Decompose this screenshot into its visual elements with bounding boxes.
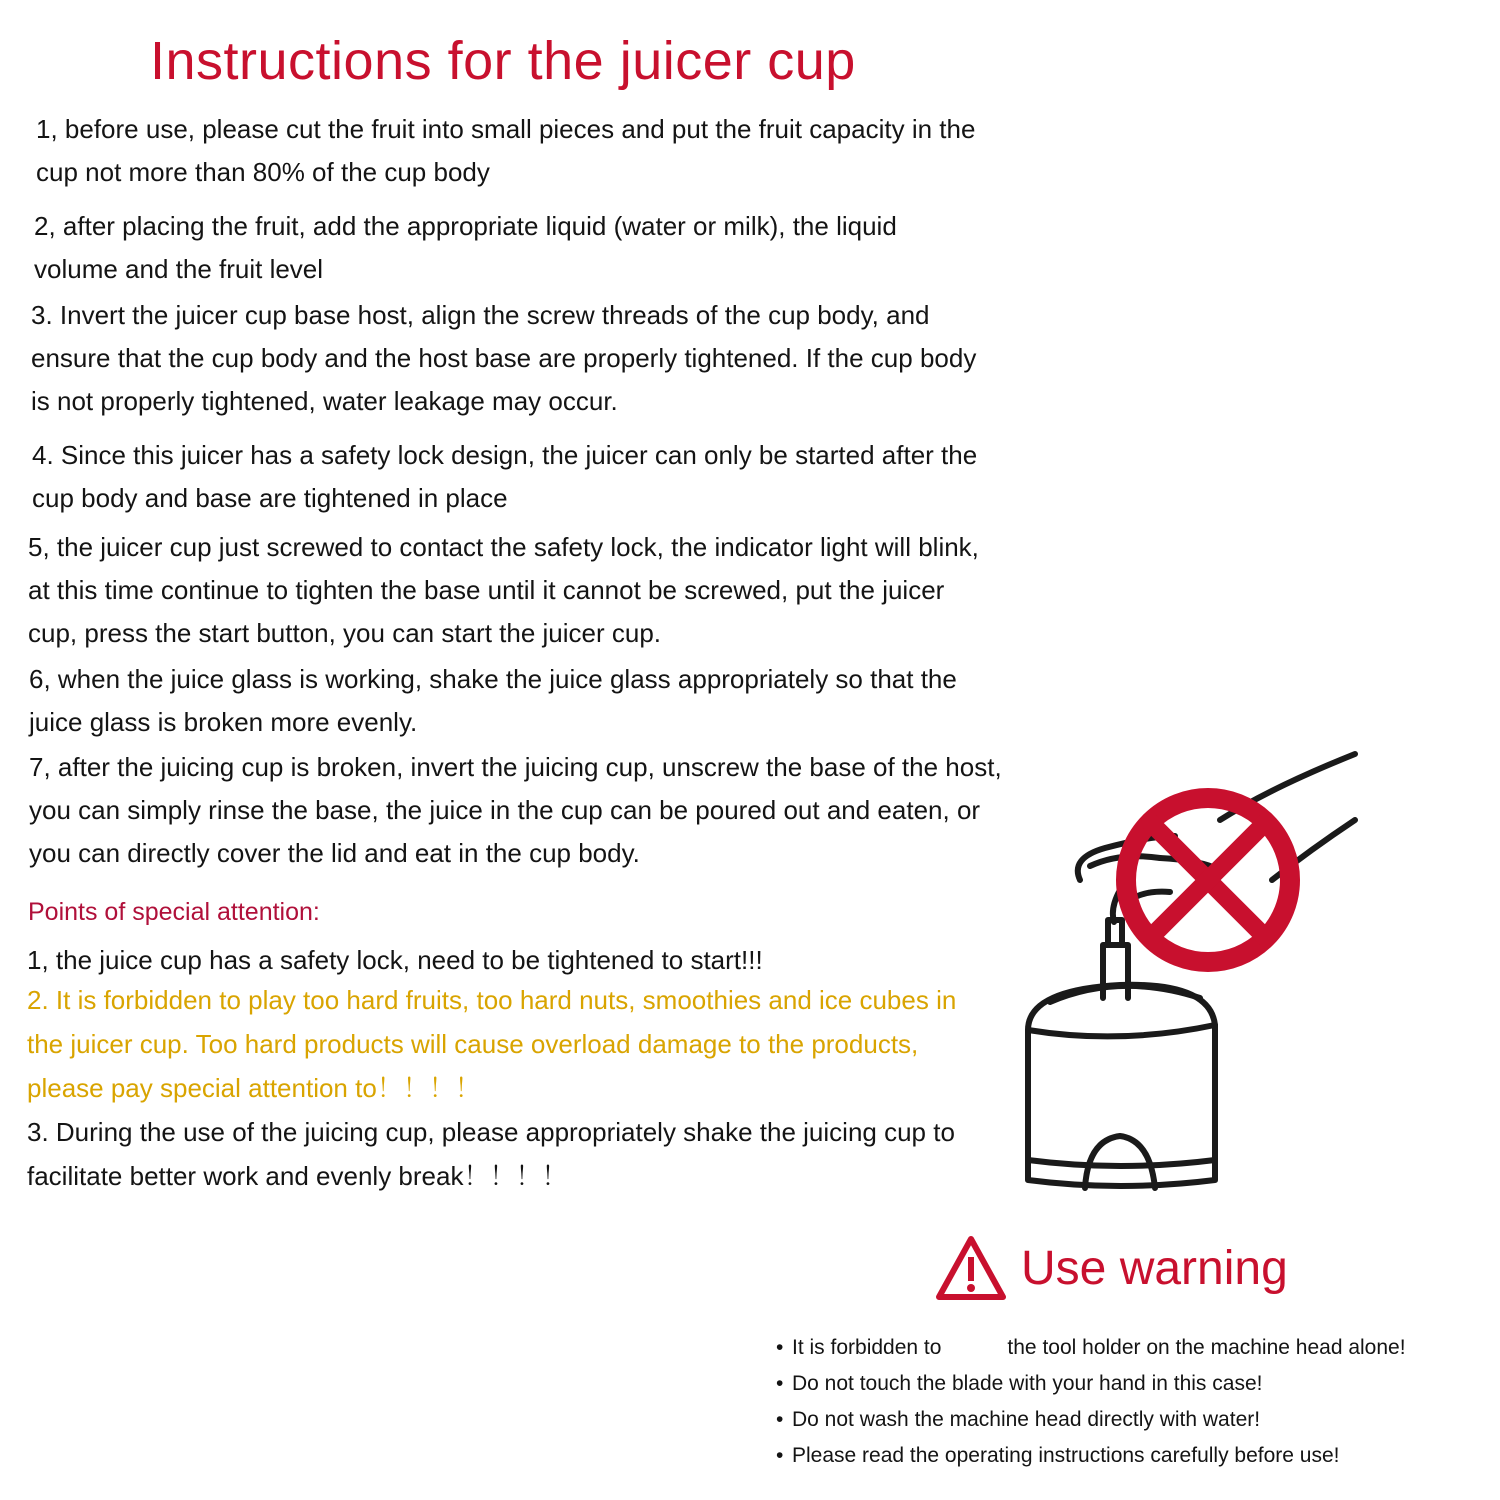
- attention-note-3: [27, 1110, 955, 1198]
- note-line: facilitate better work and evenly break！！！！: [27, 1161, 568, 1191]
- instruction-step-3: [31, 294, 976, 423]
- prohibition-sign-icon: [1126, 798, 1290, 962]
- prohibited-action-illustration: [1010, 740, 1390, 1210]
- warning-bullet: [776, 1330, 1406, 1366]
- instruction-step-2: [34, 205, 897, 291]
- warning-triangle-icon: [935, 1235, 1007, 1301]
- bullet-text: It is forbidden to: [792, 1336, 942, 1359]
- use-warning-title: Use warning: [1021, 1241, 1288, 1295]
- step-line: 7, after the juicing cup is broken, invert the juicing cup, unscrew the base of the host,: [29, 752, 1002, 782]
- bullet-text: Do not wash the machine head directly with water!: [792, 1408, 1261, 1431]
- bullet-text: Do not touch the blade with your hand in this case!: [792, 1372, 1263, 1395]
- step-line: 4. Since this juicer has a safety lock design, the juicer can only be started after the: [32, 440, 978, 470]
- warning-bullet: [776, 1366, 1406, 1402]
- warning-bullet: [776, 1438, 1406, 1474]
- page-title: Instructions for the juicer cup: [150, 31, 856, 91]
- note-line: please pay special attention to！！！！: [27, 1073, 481, 1103]
- bullet-text-continued: the tool holder on the machine head alone!: [1007, 1336, 1406, 1359]
- step-line: 5, the juicer cup just screwed to contact the safety lock, the indicator light will blink,: [28, 532, 979, 562]
- bullet-marker: •: [776, 1444, 784, 1467]
- instruction-step-4: [32, 434, 977, 520]
- step-line: volume and the fruit level: [34, 254, 324, 284]
- warning-bullet-list: [776, 1330, 1406, 1474]
- attention-note-1: [27, 938, 763, 982]
- note-line: 3. During the use of the juicing cup, please appropriately shake the juicing cup to: [27, 1117, 955, 1147]
- bullet-marker: •: [776, 1336, 784, 1359]
- instruction-step-7: [29, 746, 1002, 875]
- step-line: you can directly cover the lid and eat in the cup body.: [29, 838, 640, 868]
- instruction-step-1: [36, 108, 975, 194]
- attention-heading: Points of special attention:: [28, 898, 320, 926]
- step-line: cup not more than 80% of the cup body: [36, 157, 490, 187]
- step-line: 1, before use, please cut the fruit into small pieces and put the fruit capacity in the: [36, 114, 976, 144]
- step-line: cup body and base are tightened in place: [32, 483, 508, 513]
- step-line: cup, press the start button, you can start the juicer cup.: [28, 618, 662, 648]
- use-warning-heading: [935, 1232, 1288, 1304]
- step-line: ensure that the cup body and the host base are properly tightened. If the cup body: [31, 343, 977, 373]
- note-line: 2. It is forbidden to play too hard fruits, too hard nuts, smoothies and ice cubes in: [27, 985, 957, 1015]
- step-line: at this time continue to tighten the base until it cannot be screwed, put the juicer: [28, 575, 945, 605]
- step-line: is not properly tightened, water leakage may occur.: [31, 386, 618, 416]
- step-line: 2, after placing the fruit, add the appropriate liquid (water or milk), the liquid: [34, 211, 897, 241]
- bullet-text: Please read the operating instructions carefully before use!: [792, 1444, 1340, 1467]
- warning-bullet: [776, 1402, 1406, 1438]
- step-line: 3. Invert the juicer cup base host, align the screw threads of the cup body, and: [31, 300, 930, 330]
- instruction-step-6: [29, 658, 957, 744]
- step-line: juice glass is broken more evenly.: [29, 707, 418, 737]
- bullet-marker: •: [776, 1408, 784, 1431]
- instruction-step-5: [28, 526, 979, 655]
- note-line: the juicer cup. Too hard products will cause overload damage to the products,: [27, 1029, 919, 1059]
- step-line: 6, when the juice glass is working, shake the juice glass appropriately so that the: [29, 664, 957, 694]
- attention-note-2: [27, 978, 956, 1110]
- note-line: 1, the juice cup has a safety lock, need to be tightened to start!!!: [27, 945, 763, 975]
- step-line: you can simply rinse the base, the juice in the cup can be poured out and eaten, or: [29, 795, 981, 825]
- bullet-marker: •: [776, 1372, 784, 1395]
